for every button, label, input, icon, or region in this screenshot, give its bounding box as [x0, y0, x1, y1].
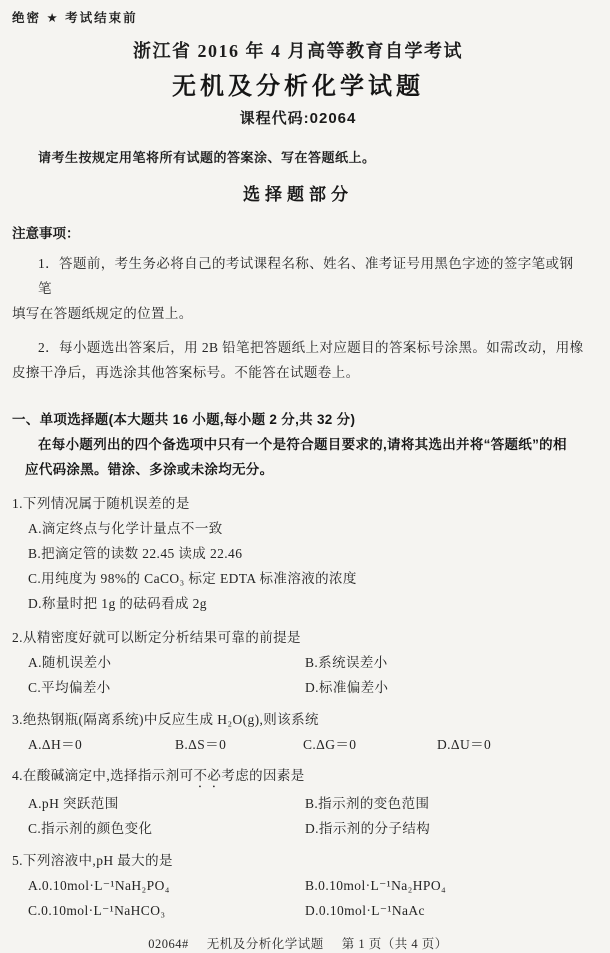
note-item-2: [12, 335, 584, 385]
note-item-1: [12, 251, 584, 326]
question-4-stem-prefix: 4.在酸碱滴定中,选择指示剂可: [12, 768, 194, 783]
question-5-option-d: D.0.10mol·L⁻¹NaAc: [305, 903, 425, 918]
question-4-option-d: D.指示剂的分子结构: [305, 821, 431, 836]
question-4-option-c: C.指示剂的颜色变化: [28, 821, 153, 836]
question-1-option-d: D.称量时把 1g 的砝码看成 2g: [28, 596, 207, 611]
question-2: [12, 625, 584, 700]
question-5-options-row-1: [12, 873, 584, 898]
exam-paper-page: [0, 10, 610, 953]
question-2-options-row-1: [12, 650, 584, 675]
question-5: [12, 848, 584, 923]
question-3-option-a: A.ΔH＝0: [28, 737, 83, 752]
exam-session-title: 浙江省 2016 年 4 月高等教育自学考试: [133, 41, 463, 61]
question-5-option-c: C.0.10mol·L⁻¹NaHCO₃: [28, 903, 166, 918]
page-footer: [12, 936, 584, 953]
question-2-option-d: D.标准偏差小: [305, 680, 389, 695]
footer-course-code: 02064#: [148, 937, 189, 951]
question-4-stem-suffix: 考虑的因素是: [221, 768, 305, 783]
subject-title: 无机及分析化学试题: [172, 73, 424, 100]
question-3: [12, 707, 584, 757]
note-2-line-1: 2．每小题选出答案后，用 2B 铅笔把答题纸上对应题目的答案标号涂黑。如需改动，用橡: [38, 340, 584, 355]
question-4: [12, 763, 584, 841]
question-1-option-a: A.滴定终点与化学计量点不一致: [28, 521, 223, 536]
answer-sheet-instruction: 请考生按规定用笔将所有试题的答案涂、写在答题纸上。: [38, 150, 376, 165]
question-5-stem: 5.下列溶液中,pH 最大的是: [12, 853, 173, 868]
note-1-line-2: 填写在答题纸规定的位置上。: [12, 306, 193, 321]
question-2-option-a: A.随机误差小: [28, 655, 112, 670]
question-1-option-c: C.用纯度为 98%的 CaCO₃ 标定 EDTA 标准溶液的浓度: [28, 571, 357, 586]
question-5-option-b: B.0.10mol·L⁻¹Na₂HPO₄: [305, 878, 447, 893]
course-code: 课程代码:02064: [239, 110, 357, 127]
question-1-option-b: B.把滴定管的读数 22.45 读成 22.46: [28, 546, 243, 561]
question-3-options-row: [12, 732, 584, 757]
question-4-stem: [12, 763, 584, 791]
section-1-instructions-line-1: 在每小题列出的四个备选项中只有一个是符合题目要求的,请将其选出并将“答题纸”的相: [38, 437, 567, 452]
question-2-option-c: C.平均偏差小: [28, 680, 111, 695]
footer-page-info: 第 1 页（共 4 页）: [341, 937, 448, 951]
question-5-option-a: A.0.10mol·L⁻¹NaH₂PO₄: [28, 878, 170, 893]
question-3-option-c: C.ΔG＝0: [303, 737, 357, 752]
question-1: [12, 491, 584, 616]
note-2-line-2: 皮擦干净后，再选涂其他答案标号。不能答在试题卷上。: [12, 365, 360, 380]
question-2-options-row-2: [12, 675, 584, 700]
section-1-heading: 一、单项选择题(本大题共 16 小题,每小题 2 分,共 32 分): [12, 412, 356, 427]
footer-title: 无机及分析化学试题: [206, 937, 324, 951]
security-classification-line: 绝密 ★ 考试结束前: [12, 11, 138, 25]
question-1-stem: 1.下列情况属于随机误差的是: [12, 496, 190, 511]
question-4-option-b: B.指示剂的变色范围: [305, 796, 430, 811]
question-4-options-row-2: [12, 816, 584, 841]
question-3-option-d: D.ΔU＝0: [437, 737, 492, 752]
question-3-option-b: B.ΔS＝0: [175, 737, 227, 752]
question-4-options-row-1: [12, 791, 584, 816]
question-5-options-row-2: [12, 898, 584, 923]
question-2-option-b: B.系统误差小: [305, 655, 388, 670]
section-1-instructions-line-2: 应代码涂黑。错涂、多涂或未涂均无分。: [25, 462, 274, 477]
multiple-choice-part-title: 选择题部分: [243, 185, 353, 204]
notes-heading: 注意事项：: [12, 226, 80, 241]
question-2-stem: 2.从精密度好就可以断定分析结果可靠的前提是: [12, 630, 301, 645]
question-4-option-a: A.pH 突跃范围: [28, 796, 119, 811]
question-3-stem: 3.绝热钢瓶(隔离系统)中反应生成 H₂O(g),则该系统: [12, 712, 319, 727]
question-4-stem-emphasized: 不必: [193, 768, 222, 783]
note-1-line-1: 1．答题前，考生务必将自己的考试课程名称、姓名、准考证号用黑色字迹的签字笔或钢笔: [38, 256, 574, 296]
